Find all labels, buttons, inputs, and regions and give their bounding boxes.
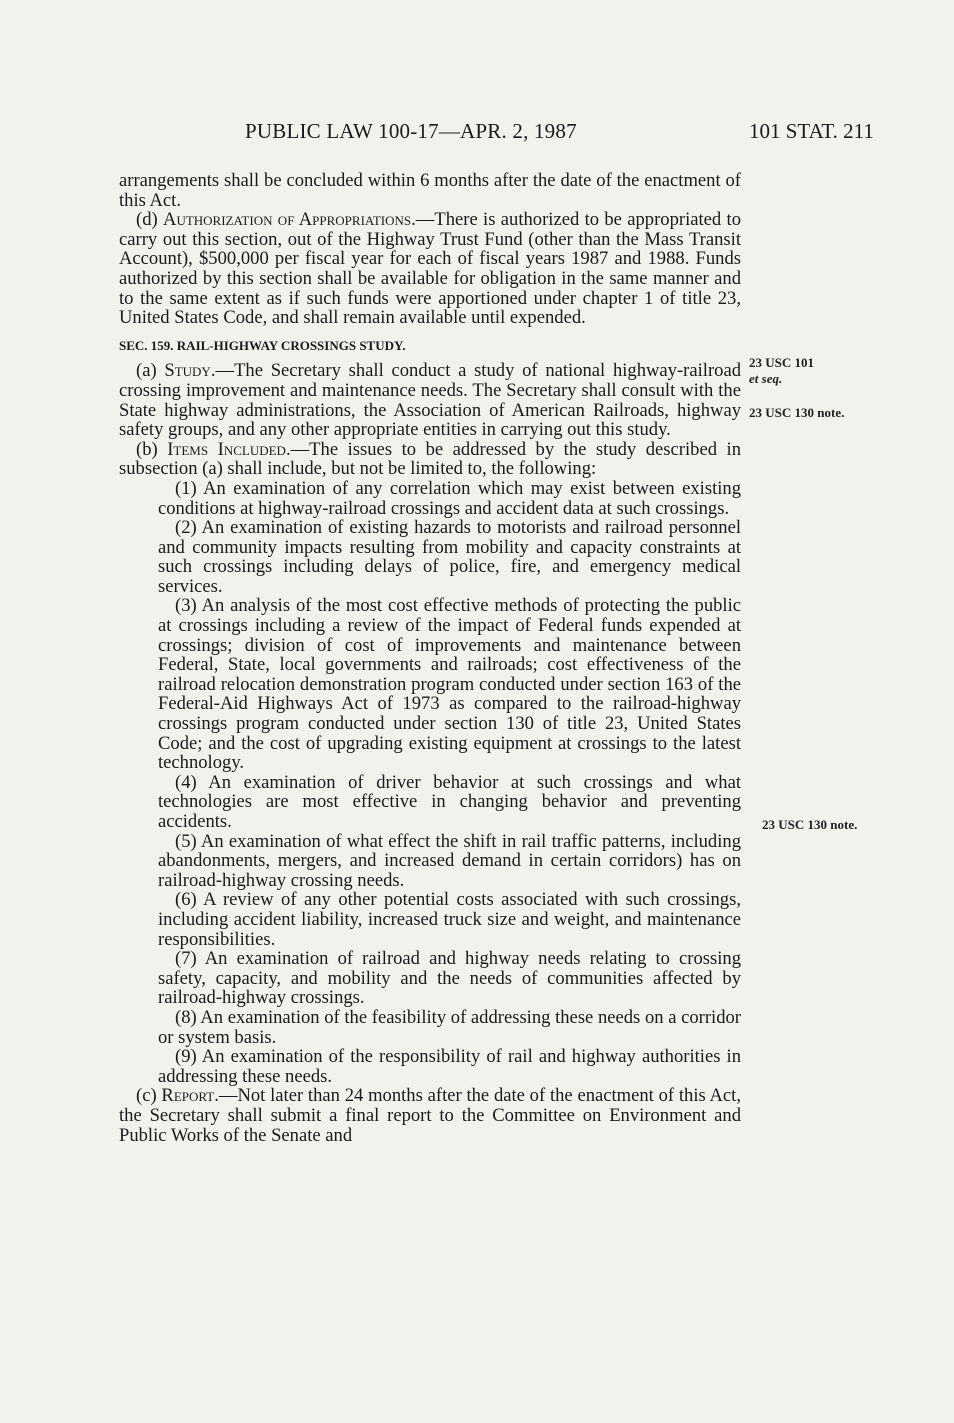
- list-item-5: (5) An examination of what effect the shift in rail traffic patterns, including abandonments, mergers, and increased demand in certain corridors) has on railroad-highway crossing needs.: [158, 830, 741, 891]
- subsection-c-text: .—Not later than 24 months after the date of the enactment of this Act, the Secretary shall submit a final report to the Committee on Environment and Public Works of the Senate and: [119, 1085, 741, 1146]
- paragraph-continuation: arrangements shall be concluded within 6 months after the date of the enactment of this Act.: [119, 170, 741, 211]
- margin-note-usc-101-line2: et seq.: [749, 371, 783, 386]
- list-item-7: (7) An examination of railroad and highway needs relating to crossing safety, capacity, and mobility and the needs of communities affected by railroad-highway crossings.: [158, 948, 741, 1009]
- subsection-a-label: (a): [136, 360, 165, 382]
- section-heading: SEC. 159. RAIL-HIGHWAY CROSSINGS STUDY.: [119, 337, 406, 353]
- subsection-c-label: (c): [136, 1085, 162, 1107]
- subsection-c-heading: Report: [161, 1085, 215, 1107]
- subsection-c: [119, 1086, 741, 1145]
- subsection-d: [119, 210, 741, 328]
- subsection-a: [119, 361, 741, 439]
- subsection-d-heading: Authorization of Appropriations: [163, 209, 412, 231]
- subsection-a-text: .—The Secretary shall conduct a study of national highway-railroad crossing improvement and maintenance needs. The Secretary shall consult with the State highway administrations, the Association of American Railroads, highway safety groups, and any other appropriate entities in carrying out this study.: [119, 360, 741, 441]
- list-item-9: (9) An examination of the responsibility of rail and highway authorities in addressing these needs.: [158, 1046, 741, 1087]
- subsection-d-label: (d): [136, 209, 164, 231]
- list-item-1: (1) An examination of any correlation which may exist between existing conditions at highway-railroad crossings and accident data at such crossings.: [158, 477, 741, 519]
- subsection-d-text: .—There is authorized to be appropriated to carry out this section, out of the Highway Trust Fund (other than the Mass Transit Account), $500,000 per fiscal year for each of fiscal years 1987 and 1988. Funds authorized by this section shall be available for obligation in the same manner and to the same extent as if such funds were apportioned under chapter 1 of title 23, United States Code, and shall remain available until expended.: [119, 209, 741, 329]
- list-item-8: (8) An examination of the feasibility of addressing these needs on a corridor or system basis.: [158, 1006, 741, 1048]
- body-text: [119, 171, 741, 1145]
- margin-note-usc-101: [749, 355, 814, 387]
- list-item-4: (4) An examination of driver behavior at such crossings and what technologies are most effective in changing behavior and preventing accidents.: [158, 771, 741, 832]
- margin-note-usc-101-line1: 23 USC 101: [749, 355, 815, 370]
- list-item-2: (2) An examination of existing hazards to motorists and railroad personnel and community impacts resulting from mobility and capacity constraints at such crossings including delays of police, fire, and emergency medical services.: [158, 517, 741, 597]
- page-header-title: PUBLIC LAW 100-17—APR. 2, 1987: [245, 119, 577, 143]
- page-header-stat: 101 STAT. 211: [749, 119, 874, 143]
- margin-note-usc-130-b: 23 USC 130 note.: [762, 817, 858, 832]
- list-item-3: (3) An analysis of the most cost effective methods of protecting the public at crossings including a review of the impact of Federal funds expended at crossings; division of cost of improvements and maintenance between Federal, State, local governments and railroads; cost effectiveness of the railroad relocation demonstration program conducted under section 163 of the Federal-Aid Highways Act of 1973 as compared to the railroad-highway crossings program conducted under section 130 of title 23, United States Code; and the cost of upgrading existing equipment at crossings to the latest technology.: [158, 595, 741, 774]
- subsection-b-heading: Items Included: [167, 438, 286, 460]
- list-item-6: (6) A review of any other potential costs associated with such crossings, including accident liability, increased truck size and weight, and maintenance responsibilities.: [158, 889, 741, 950]
- margin-note-usc-130-a: 23 USC 130 note.: [749, 405, 845, 420]
- subsection-b: [119, 440, 741, 479]
- subsection-a-heading: Study: [164, 360, 211, 382]
- subsection-b-label: (b): [136, 438, 168, 460]
- subsection-b-text: .—The issues to be addressed by the study described in subsection (a) shall include, but not be limited to, the following:: [119, 438, 741, 480]
